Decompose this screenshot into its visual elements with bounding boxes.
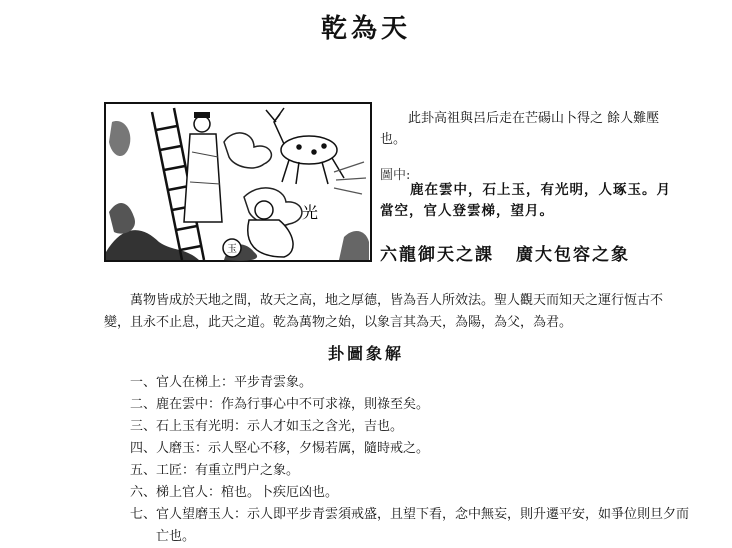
item-text: 鹿在雲中：作為行事心中不可求祿，則祿至矣。	[156, 397, 430, 412]
item-number: 二、	[130, 397, 157, 412]
item-text: 官人望磨玉人：示人即平步青雲須戒盛，且望下看，念中無妄，則升遷平安，如爭位則旦夕而亡也。	[156, 507, 690, 544]
item-text: 人磨玉：示人堅心不移，夕惕若厲，隨時戒之。	[156, 441, 430, 456]
item-text: 石上玉有光明：示人才如玉之含光，吉也。	[156, 419, 404, 434]
list-item	[130, 504, 690, 548]
item-number: 七、	[130, 507, 157, 522]
lesson-image: 廣大包容之象	[516, 245, 630, 265]
list-item	[130, 438, 690, 460]
item-number: 五、	[130, 463, 157, 478]
lesson-heading	[380, 240, 700, 265]
commentary-paragraph: 萬物皆成於天地之間，故天之高，地之厚德，皆為吾人所效法。聖人觀天而知天之運行恆古不變，且永不止息，此天之道。乾為萬物之始，以象言其為天，為陽，為父，為君。	[104, 293, 664, 330]
list-item	[130, 372, 690, 394]
item-number: 四、	[130, 441, 157, 456]
woodcut-illustration	[104, 102, 372, 262]
item-number: 一、	[130, 375, 157, 390]
list-item	[130, 460, 690, 482]
item-number: 六、	[130, 485, 157, 500]
jade-mark: 玉	[227, 244, 237, 255]
item-number: 三、	[130, 419, 157, 434]
item-text: 官人在梯上：平步青雲象。	[156, 375, 313, 390]
section-title: 卦圖象解	[327, 344, 404, 363]
list-item	[130, 394, 690, 416]
list-item	[130, 416, 690, 438]
interpretation-list	[130, 372, 690, 548]
figure-description: 鹿在雲中，石上玉，有光明，人琢玉。月當空，官人登雲梯，望月。	[380, 182, 671, 219]
list-item	[130, 482, 690, 504]
light-inscription: 光	[301, 203, 319, 222]
item-text: 梯上官人：棺也。卜疾厄凶也。	[156, 485, 339, 500]
lesson-course: 六龍御天之課	[380, 245, 494, 265]
page-title: 乾為天	[320, 14, 411, 44]
intro-text: 此卦高祖與呂后走在芒碭山卜得之 餘人難壓也。	[380, 111, 660, 147]
figure-label: 圖中:	[380, 168, 411, 183]
item-text: 工匠：有重立門户之象。	[156, 463, 300, 478]
